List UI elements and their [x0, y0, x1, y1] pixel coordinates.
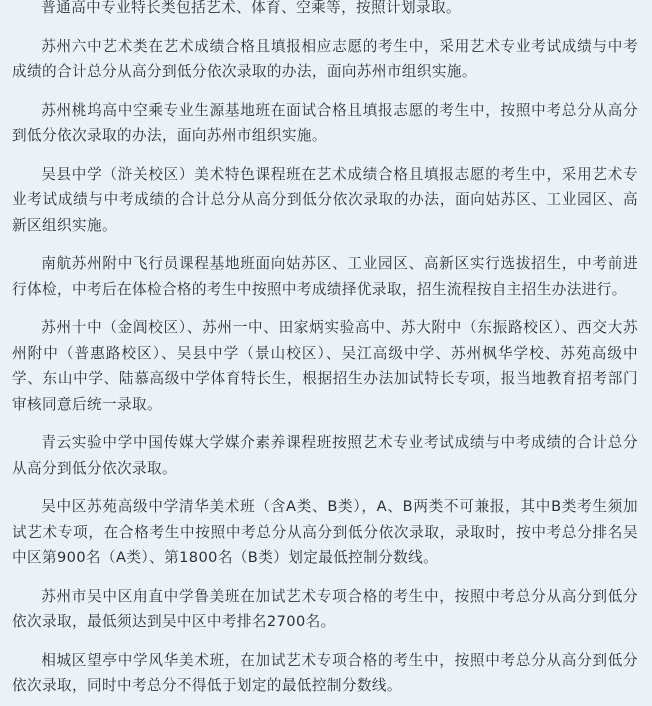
- paragraph-taowu: 苏州桃坞高中空乘专业生源基地班在面试合格且填报志愿的考生中，按照中考总分从高分到低分依次录取的办法，面向苏州市组织实施。: [12, 101, 638, 144]
- paragraph-qingyun: 青云实验中学中国传媒大学媒介素养课程班按照艺术专业考试成绩与中考成绩的合计总分从高分到低分依次录取。: [12, 434, 638, 477]
- paragraph-sports-specialty: 苏州十中（金阊校区）、苏州一中、田家炳实验高中、苏大附中（东振路校区）、西交大苏州附中（普惠路校区）、吴县中学（景山校区）、吴江高级中学、苏州枫华学校、苏苑高级中学、东山中学、陆慕高级中学体育特长生，根据招生办法加试特长专项，报当地教育招考部门审核同意后统一录取。: [12, 319, 638, 413]
- paragraph-luzhi: 苏州市吴中区甪直中学鲁美班在加试艺术专项合格的考生中，按照中考总分从高分到低分依次录取，最低须达到吴中区中考排名2700名。: [12, 587, 638, 630]
- paragraph-wangting: 相城区望亭中学风华美术班，在加试艺术专项合格的考生中，按照中考总分从高分到低分依次录取，同时中考总分不得低于划定的最低控制分数线。: [12, 651, 638, 694]
- paragraph-suzhou-no6: 苏州六中艺术类在艺术成绩合格且填报相应志愿的考生中，采用艺术专业考试成绩与中考成绩的合计总分从高分到低分依次录取的办法，面向苏州市组织实施。: [12, 37, 638, 80]
- paragraph-suyuan: 吴中区苏苑高级中学清华美术班（含A类、B类），A、B两类不可兼报，其中B类考生须加试艺术专项，在合格考生中按照中考总分从高分到低分依次录取，录取时，按中考总分排名吴中区第900名（A类）、第1800名（B类）划定最低控制分数线。: [12, 498, 638, 566]
- paragraph-nanhang: 南航苏州附中飞行员课程基地班面向姑苏区、工业园区、高新区实行选拔招生，中考前进行体检，中考后在体检合格的考生中按照中考成绩择优录取，招生流程按自主招生办法进行。: [12, 255, 638, 298]
- paragraph-wuxian: 吴县中学（浒关校区）美术特色课程班在艺术成绩合格且填报志愿的考生中，采用艺术专业考试成绩与中考成绩的合计总分从高分到低分依次录取的办法，面向姑苏区、工业园区、高新区组织实施。: [12, 165, 638, 234]
- paragraph-intro: 普通高中专业特长类包括艺术、体育、空乘等，按照计划录取。: [41, 0, 462, 16]
